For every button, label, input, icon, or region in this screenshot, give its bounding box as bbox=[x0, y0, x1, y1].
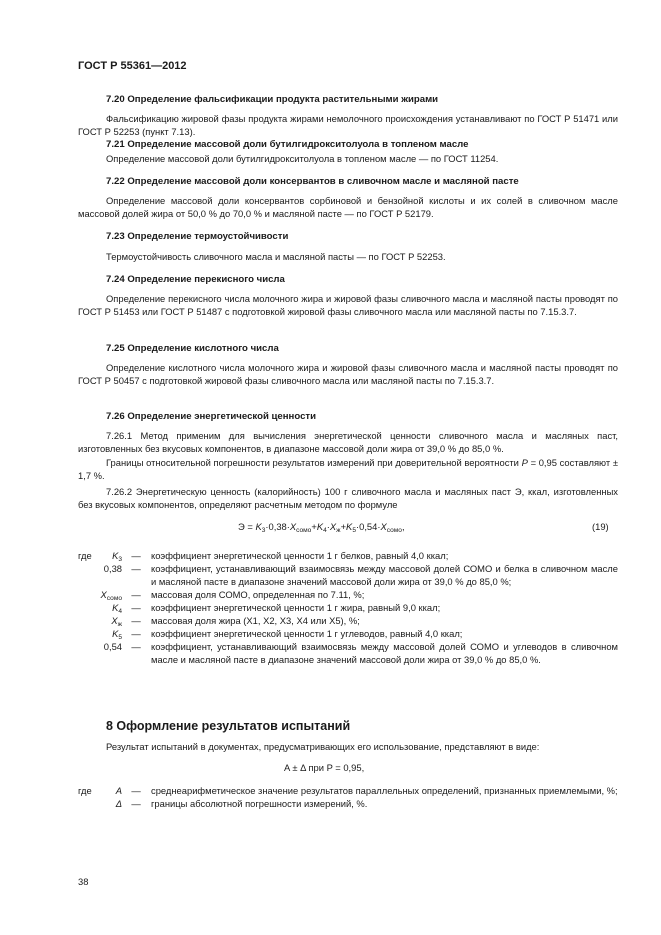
definition-row bbox=[78, 588, 618, 601]
definition-row bbox=[78, 562, 618, 588]
section-heading-7-25: 7.25 Определение кислотного числа bbox=[106, 343, 279, 354]
definition-row bbox=[78, 601, 618, 614]
section-heading-7-26: 7.26 Определение энергетической ценности bbox=[106, 411, 317, 422]
paragraph-8: Результат испытаний в документах, предусматривающих его использование, представляют в виде: bbox=[106, 741, 540, 752]
paragraph-7-26-2: 7.26.2 Энергетическую ценность (калорийность) 100 г сливочного масла и масляных паст Э, ккал, изготовленных без вкусовых компонентов, определяют расчетным методом по формуле bbox=[78, 486, 618, 510]
precision-text-b: = 0,95 составляют ± 1,7 %. bbox=[78, 457, 618, 481]
section-heading-7-24: 7.24 Определение перекисного числа bbox=[106, 274, 285, 285]
definition-dash: — bbox=[131, 628, 141, 639]
definition-dash: — bbox=[131, 615, 141, 626]
paragraph-7-21: Определение массовой доли бутилгидрокситолуола в топленом масле — по ГОСТ 11254. bbox=[106, 153, 499, 164]
definition-symbol: Δ bbox=[115, 798, 122, 809]
definition-row bbox=[78, 627, 618, 640]
definition-symbol: $K_5$ bbox=[112, 628, 122, 641]
definition-dash: — bbox=[131, 563, 141, 574]
definition-dash: — bbox=[131, 785, 141, 796]
definition-dash: — bbox=[131, 602, 141, 613]
definition-row bbox=[78, 614, 618, 627]
definition-dash: — bbox=[131, 798, 141, 809]
definition-symbol: $X_ж$ bbox=[111, 615, 122, 628]
probability-symbol: P bbox=[521, 457, 528, 468]
definition-row bbox=[78, 640, 618, 666]
section-heading-7-22: 7.22 Определение массовой доли консервантов в сливочном масле и масляной пасте bbox=[106, 176, 519, 187]
definition-text: массовая доля СОМО, определенная по 7.11, %; bbox=[151, 589, 365, 600]
precision-text-a: Границы относительной погрешности результатов измерений при доверительной вероятности bbox=[106, 457, 519, 468]
paragraph-precision bbox=[78, 456, 618, 482]
section-heading-7-20: 7.20 Определение фальсификации продукта растительными жирами bbox=[106, 94, 439, 105]
paragraph-7-25: Определение кислотного числа молочного жира и жировой фазы сливочного масла и масляной пасты проводят по ГОСТ Р 50457 с подготовкой жировой фазы сливочного масла или масляной пасты по 7.15.3.7. bbox=[78, 362, 618, 386]
section-heading-7-21: 7.21 Определение массовой доли бутилгидрокситолуола в топленом масле bbox=[106, 139, 469, 150]
definition-text: среднеарифметическое значение результатов параллельных определений, признанных приемлемыми, %; bbox=[151, 785, 618, 796]
definition-text: коэффициент, устанавливающий взаимосвязь между массовой долей СОМО и углеводов в сливочном масле и масляной пасте в диапазоне значений массовой доли жира от 39,0 % до 85,0 %. bbox=[151, 641, 618, 665]
definition-symbol: 0,38 bbox=[103, 563, 122, 574]
paragraph-7-23: Термоустойчивость сливочного масла и масляной пасты — по ГОСТ Р 52253. bbox=[106, 251, 446, 262]
paragraph-7-20: Фальсификацию жировой фазы продукта жирами немолочного происхождения устанавливают по ГОСТ Р 51471 или ГОСТ Р 52253 (пункт 7.13). bbox=[78, 113, 618, 137]
formula-number: (19) bbox=[592, 521, 609, 532]
definition-symbol: $K_3$ bbox=[112, 550, 122, 563]
paragraph-7-26-1: 7.26.1 Метод применим для вычисления энергетической ценности сливочного масла и масляных паст, изготовленных без вкусовых компонентов, в диапазоне массовой доли жира от 39,0 % до 85,0 %. bbox=[78, 430, 618, 454]
formula-energy-value: $Э = K_3\cdot 0,38\cdot X_{сомо}+K_4\cdot X_ж+K_5\cdot 0,54\cdot X_{сомо}$, bbox=[238, 521, 405, 534]
page-number: 38 bbox=[78, 876, 89, 887]
definition-row bbox=[78, 797, 618, 810]
definition-dash: — bbox=[131, 589, 141, 600]
definition-text: коэффициент энергетической ценности 1 г белков, равный 4,0 ккал; bbox=[151, 550, 449, 561]
section-heading-7-23: 7.23 Определение термоустойчивости bbox=[106, 231, 289, 242]
definition-text: коэффициент энергетической ценности 1 г углеводов, равный 4,0 ккал; bbox=[151, 628, 463, 639]
formula-result: A ± Δ при P = 0,95, bbox=[284, 762, 365, 773]
document-header: ГОСТ Р 55361—2012 bbox=[78, 60, 187, 72]
definition-symbol: 0,54 bbox=[103, 641, 122, 652]
section-heading-8: 8 Оформление результатов испытаний bbox=[106, 719, 351, 733]
definitions-list-8 bbox=[78, 784, 618, 810]
definition-row bbox=[78, 549, 618, 562]
definition-text: массовая доля жира (X1, X2, X3, X4 или X5), %; bbox=[151, 615, 360, 626]
definition-prefix: где bbox=[78, 785, 92, 796]
definition-symbol: A bbox=[115, 785, 122, 796]
definition-text: коэффициент энергетической ценности 1 г жира, равный 9,0 ккал; bbox=[151, 602, 441, 613]
definition-dash: — bbox=[131, 641, 141, 652]
definitions-list bbox=[78, 549, 618, 666]
paragraph-7-24: Определение перекисного числа молочного жира и жировой фазы сливочного масла и масляной пасты проводят по ГОСТ Р 51453 или ГОСТ Р 51487 с подготовкой жировой фазы сливочного масла или масляной пасты по 7.15.3.7. bbox=[78, 293, 618, 317]
definition-text: коэффициент, устанавливающий взаимосвязь между массовой долей СОМО и белка в сливочном масле и масляной пасте в диапазоне значений массовой доли жира от 39,0 % до 85,0 %; bbox=[151, 563, 618, 587]
definition-symbol: $X_{сомо}$ bbox=[100, 589, 122, 602]
definition-dash: — bbox=[131, 550, 141, 561]
definition-prefix: где bbox=[78, 550, 92, 561]
definition-text: границы абсолютной погрешности измерений, %. bbox=[151, 798, 368, 809]
definition-row bbox=[78, 784, 618, 797]
definition-symbol: $K_4$ bbox=[112, 602, 122, 615]
paragraph-7-22: Определение массовой доли консервантов сорбиновой и бензойной кислоты и их солей в сливочном масле массовой долей жира от 50,0 % до 70,0 % и масляной пасте — по ГОСТ Р 52179. bbox=[78, 195, 618, 219]
